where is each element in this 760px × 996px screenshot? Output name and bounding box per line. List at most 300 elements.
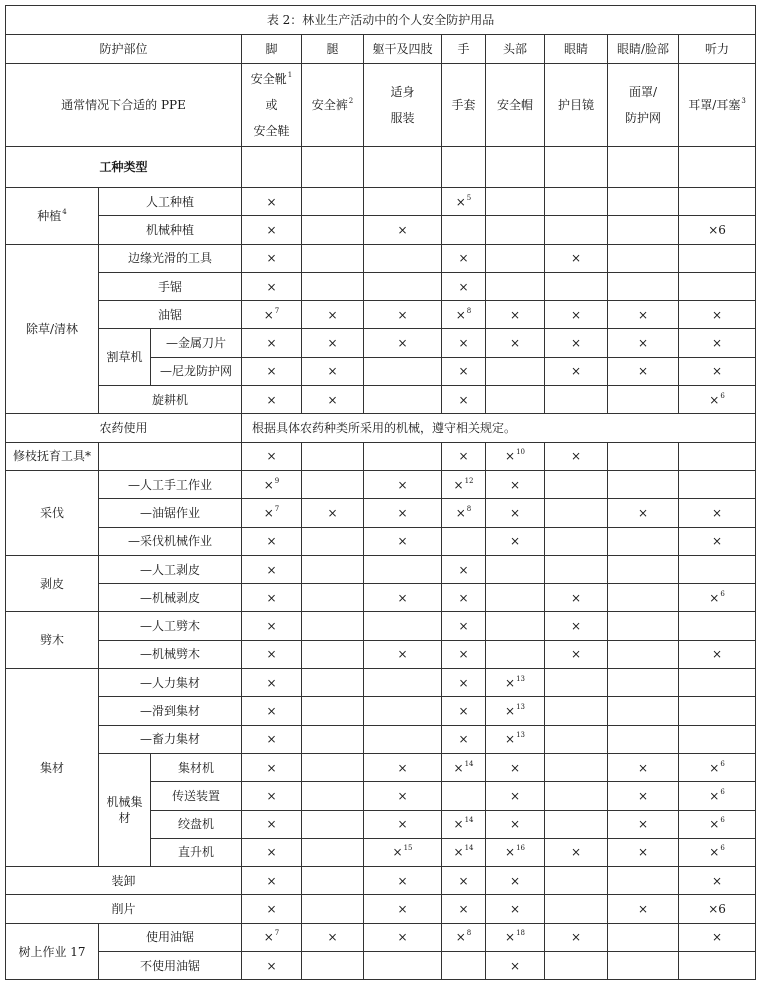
mark-cell: × bbox=[545, 357, 608, 385]
mark-cell: × bbox=[442, 357, 486, 385]
empty-cell bbox=[442, 147, 486, 188]
ppe-header bbox=[486, 64, 545, 147]
empty-cell bbox=[608, 216, 679, 244]
table-row bbox=[6, 442, 756, 470]
mark-cell: × bbox=[608, 810, 679, 838]
table-row bbox=[6, 753, 756, 781]
mark-cell: ×$^6$ bbox=[679, 584, 756, 612]
table-row bbox=[6, 952, 756, 980]
empty-cell bbox=[486, 244, 545, 272]
table-row bbox=[6, 867, 756, 895]
activity-subtype bbox=[99, 442, 242, 470]
ppe-header-line: 服装 bbox=[390, 111, 415, 125]
table-title: 表 2：林业生产活动中的个人安全防护用品 bbox=[6, 6, 756, 35]
mark-cell: × bbox=[442, 640, 486, 668]
empty-cell bbox=[302, 669, 364, 697]
activity-category: 种植$^4$ bbox=[6, 188, 99, 245]
empty-cell bbox=[608, 952, 679, 980]
ppe-header bbox=[679, 64, 756, 147]
activity-category: 集材 bbox=[6, 669, 99, 867]
mark-cell: ×$^8$ bbox=[442, 499, 486, 527]
empty-cell bbox=[364, 725, 442, 753]
empty-cell bbox=[679, 669, 756, 697]
mark-cell: × bbox=[545, 329, 608, 357]
footnote-marker: 14 bbox=[464, 759, 474, 768]
empty-cell bbox=[545, 216, 608, 244]
empty-cell bbox=[302, 216, 364, 244]
activity-category: 树上作业 17 bbox=[6, 923, 99, 980]
footnote-marker: 7 bbox=[274, 306, 280, 315]
table-row bbox=[6, 669, 756, 697]
footnote-marker: 6 bbox=[720, 816, 725, 825]
ppe-header bbox=[442, 64, 486, 147]
table-row bbox=[6, 725, 756, 753]
mark-cell: × bbox=[364, 470, 442, 498]
footnote-marker: 3 bbox=[741, 97, 746, 105]
empty-cell bbox=[302, 555, 364, 583]
empty-cell bbox=[545, 499, 608, 527]
footnote-marker: 6 bbox=[720, 844, 725, 853]
activity-subtype: —机械劈木 bbox=[99, 640, 242, 668]
activity-subtype: —人工剥皮 bbox=[99, 555, 242, 583]
mark-cell: × bbox=[364, 584, 442, 612]
mark-cell: × bbox=[442, 725, 486, 753]
empty-cell bbox=[545, 555, 608, 583]
empty-cell bbox=[302, 697, 364, 725]
mark-cell: × bbox=[364, 499, 442, 527]
body-part-header: 腿 bbox=[302, 35, 364, 64]
mark-cell: × bbox=[545, 640, 608, 668]
empty-cell bbox=[486, 188, 545, 216]
empty-cell bbox=[302, 640, 364, 668]
mark-cell: × bbox=[608, 782, 679, 810]
activity-subtype: 手锯 bbox=[99, 272, 242, 300]
mark-cell: × bbox=[364, 782, 442, 810]
mark-cell: × bbox=[242, 867, 302, 895]
empty-cell bbox=[608, 584, 679, 612]
activity-subtype: —油锯作业 bbox=[99, 499, 242, 527]
mark-cell: × bbox=[242, 753, 302, 781]
body-part-label: 防护部位 bbox=[6, 35, 242, 64]
ppe-header-line: 护目镜 bbox=[557, 98, 594, 112]
empty-cell bbox=[364, 669, 442, 697]
empty-cell bbox=[302, 272, 364, 300]
empty-cell bbox=[679, 697, 756, 725]
empty-cell bbox=[679, 555, 756, 583]
empty-cell bbox=[302, 244, 364, 272]
activity-subtype: 油锯 bbox=[99, 301, 242, 329]
mark-cell: × bbox=[545, 442, 608, 470]
empty-cell bbox=[302, 810, 364, 838]
activity-subtype: 直升机 bbox=[151, 838, 242, 866]
empty-cell bbox=[608, 867, 679, 895]
ppe-header bbox=[302, 64, 364, 147]
mark-cell: × bbox=[364, 301, 442, 329]
empty-cell bbox=[545, 386, 608, 414]
mark-cell: ×$^6$ bbox=[679, 810, 756, 838]
activity-subtype: —人工劈木 bbox=[99, 612, 242, 640]
mark-cell: × bbox=[486, 470, 545, 498]
mark-cell: × bbox=[242, 527, 302, 555]
empty-cell bbox=[364, 147, 442, 188]
mark-cell: × bbox=[608, 753, 679, 781]
table-row bbox=[6, 640, 756, 668]
job-type-label: 工种类型 bbox=[6, 147, 242, 188]
mark-cell: × bbox=[364, 640, 442, 668]
mark-cell: × bbox=[442, 867, 486, 895]
activity-subtype: 机械种植 bbox=[99, 216, 242, 244]
mark-cell: × bbox=[545, 244, 608, 272]
footnote-marker: 6 bbox=[720, 759, 725, 768]
mark-cell: × bbox=[608, 895, 679, 923]
mark-cell: × bbox=[242, 442, 302, 470]
mark-cell: × bbox=[242, 357, 302, 385]
empty-cell bbox=[486, 612, 545, 640]
activity-subtype: —机械剥皮 bbox=[99, 584, 242, 612]
empty-cell bbox=[302, 527, 364, 555]
empty-cell bbox=[679, 188, 756, 216]
mark-cell: ×$^8$ bbox=[442, 301, 486, 329]
footnote-marker: 15 bbox=[403, 844, 413, 853]
ppe-header-line: 安全裤$^2$ bbox=[311, 97, 354, 112]
activity-subtype: 人工种植 bbox=[99, 188, 242, 216]
empty-cell bbox=[608, 697, 679, 725]
table-row bbox=[6, 216, 756, 244]
empty-cell bbox=[608, 725, 679, 753]
activity-category: 除草/清林 bbox=[6, 244, 99, 414]
body-part-header: 眼睛 bbox=[545, 35, 608, 64]
table-row bbox=[6, 301, 756, 329]
mark-cell: × bbox=[679, 640, 756, 668]
footnote-marker: 10 bbox=[516, 448, 525, 457]
mark-cell: × bbox=[442, 669, 486, 697]
mark-cell: × bbox=[442, 895, 486, 923]
mark-cell: × bbox=[545, 612, 608, 640]
mark-cell: × bbox=[242, 725, 302, 753]
activity-note: 根据具体农药种类所采用的机械，遵守相关规定。 bbox=[242, 414, 756, 442]
empty-cell bbox=[486, 147, 545, 188]
empty-cell bbox=[242, 147, 302, 188]
empty-cell bbox=[679, 952, 756, 980]
mark-cell: ×$^7$ bbox=[242, 499, 302, 527]
body-part-header: 眼睛/脸部 bbox=[608, 35, 679, 64]
footnote-marker: 14 bbox=[464, 844, 474, 853]
mark-cell: × bbox=[545, 584, 608, 612]
mark-cell: × bbox=[364, 895, 442, 923]
empty-cell bbox=[545, 188, 608, 216]
empty-cell bbox=[302, 782, 364, 810]
empty-cell bbox=[364, 555, 442, 583]
empty-cell bbox=[608, 147, 679, 188]
footnote-marker: 7 bbox=[274, 504, 280, 513]
empty-cell bbox=[679, 147, 756, 188]
empty-cell bbox=[545, 725, 608, 753]
mark-cell: × bbox=[545, 301, 608, 329]
mark-cell: × bbox=[242, 697, 302, 725]
empty-cell bbox=[486, 216, 545, 244]
mark-cell: ×$^8$ bbox=[442, 923, 486, 951]
activity-label: 削片 bbox=[6, 895, 242, 923]
activity-subtype: 使用油锯 bbox=[99, 923, 242, 951]
empty-cell bbox=[302, 442, 364, 470]
activity-subtype: —金属刀片 bbox=[151, 329, 242, 357]
activity-group: 割草机 bbox=[99, 329, 151, 386]
footnote-marker: 9 bbox=[274, 476, 280, 485]
mark-cell: ×$^7$ bbox=[242, 923, 302, 951]
mark-cell: × bbox=[242, 272, 302, 300]
table-row bbox=[6, 923, 756, 951]
ppe-header-line: 安全帽 bbox=[496, 98, 533, 112]
mark-cell: × bbox=[242, 188, 302, 216]
empty-cell bbox=[486, 386, 545, 414]
empty-cell bbox=[608, 386, 679, 414]
empty-cell bbox=[608, 442, 679, 470]
empty-cell bbox=[608, 244, 679, 272]
mark-cell: × bbox=[302, 386, 364, 414]
mark-cell: × bbox=[242, 669, 302, 697]
empty-cell bbox=[608, 923, 679, 951]
table-row bbox=[6, 895, 756, 923]
empty-cell bbox=[486, 357, 545, 385]
mark-cell: × bbox=[442, 386, 486, 414]
mark-cell: ×$^{10}$ bbox=[486, 442, 545, 470]
mark-cell: × bbox=[302, 329, 364, 357]
mark-cell: × bbox=[364, 753, 442, 781]
mark-cell: × bbox=[364, 527, 442, 555]
activity-label: 农药使用 bbox=[6, 414, 242, 442]
empty-cell bbox=[302, 584, 364, 612]
footnote-marker: 2 bbox=[348, 97, 354, 105]
footnote-marker: 5 bbox=[466, 193, 472, 202]
table-row bbox=[6, 584, 756, 612]
mark-cell: ×$^{14}$ bbox=[442, 838, 486, 866]
empty-cell bbox=[608, 470, 679, 498]
title-row bbox=[6, 6, 756, 35]
body-part-header: 脚 bbox=[242, 35, 302, 64]
mark-cell: × bbox=[242, 952, 302, 980]
mark-cell: × bbox=[364, 923, 442, 951]
activity-subtype: —采伐机械作业 bbox=[99, 527, 242, 555]
empty-cell bbox=[608, 669, 679, 697]
empty-cell bbox=[302, 470, 364, 498]
mark-cell: × bbox=[242, 640, 302, 668]
empty-cell bbox=[545, 147, 608, 188]
mark-cell: × bbox=[302, 301, 364, 329]
mark-cell: × bbox=[442, 612, 486, 640]
empty-cell bbox=[545, 753, 608, 781]
empty-cell bbox=[302, 952, 364, 980]
mark-cell: × bbox=[608, 838, 679, 866]
mark-cell: × bbox=[608, 329, 679, 357]
empty-cell bbox=[679, 725, 756, 753]
ppe-header-line: 防护网 bbox=[624, 111, 661, 125]
activity-label: 装卸 bbox=[6, 867, 242, 895]
body-part-row bbox=[6, 35, 756, 64]
mark-cell: × bbox=[608, 357, 679, 385]
empty-cell bbox=[545, 952, 608, 980]
activity-category: 采伐 bbox=[6, 470, 99, 555]
body-part-header: 手 bbox=[442, 35, 486, 64]
mark-cell: × bbox=[486, 301, 545, 329]
empty-cell bbox=[442, 782, 486, 810]
ppe-header-line: 适身 bbox=[390, 85, 415, 99]
table-row bbox=[6, 414, 756, 442]
ppe-header-line: 手套 bbox=[451, 98, 476, 112]
empty-cell bbox=[545, 470, 608, 498]
footnote-marker: 6 bbox=[720, 589, 725, 598]
mark-cell: ×$^{16}$ bbox=[486, 838, 545, 866]
empty-cell bbox=[364, 188, 442, 216]
table-row bbox=[6, 188, 756, 216]
mark-cell: × bbox=[486, 867, 545, 895]
ppe-header-line: 安全靴$^1$ bbox=[250, 71, 293, 86]
empty-cell bbox=[364, 244, 442, 272]
mark-cell: ×6 bbox=[679, 216, 756, 244]
mark-cell: × bbox=[442, 329, 486, 357]
empty-cell bbox=[364, 442, 442, 470]
empty-cell bbox=[364, 357, 442, 385]
empty-cell bbox=[545, 867, 608, 895]
mark-cell: × bbox=[679, 301, 756, 329]
mark-cell: × bbox=[242, 555, 302, 583]
empty-cell bbox=[364, 697, 442, 725]
footnote-marker: 6 bbox=[720, 391, 725, 400]
body-part-header: 听力 bbox=[679, 35, 756, 64]
mark-cell: ×$^{14}$ bbox=[442, 753, 486, 781]
ppe-label: 通常情况下合适的 PPE bbox=[6, 64, 242, 147]
table-row bbox=[6, 272, 756, 300]
mark-cell: × bbox=[545, 838, 608, 866]
activity-subtype: 传送装置 bbox=[151, 782, 242, 810]
empty-cell bbox=[302, 188, 364, 216]
mark-cell: × bbox=[442, 244, 486, 272]
activity-category: 修枝抚育工具* bbox=[6, 442, 99, 470]
mark-cell: × bbox=[242, 584, 302, 612]
activity-subtype: 旋耕机 bbox=[99, 386, 242, 414]
mark-cell: × bbox=[242, 810, 302, 838]
ppe-header bbox=[545, 64, 608, 147]
activity-category: 劈木 bbox=[6, 612, 99, 669]
mark-cell: × bbox=[679, 499, 756, 527]
activity-category: 剥皮 bbox=[6, 555, 99, 612]
empty-cell bbox=[486, 555, 545, 583]
empty-cell bbox=[442, 216, 486, 244]
empty-cell bbox=[679, 612, 756, 640]
mark-cell: × bbox=[608, 499, 679, 527]
table-row bbox=[6, 244, 756, 272]
empty-cell bbox=[608, 527, 679, 555]
mark-cell: × bbox=[242, 329, 302, 357]
mark-cell: ×$^6$ bbox=[679, 782, 756, 810]
empty-cell bbox=[679, 272, 756, 300]
empty-cell bbox=[486, 584, 545, 612]
mark-cell: × bbox=[302, 499, 364, 527]
table-row bbox=[6, 470, 756, 498]
activity-subtype: 集材机 bbox=[151, 753, 242, 781]
footnote-marker: 18 bbox=[516, 929, 525, 938]
activity-subtype: —人工手工作业 bbox=[99, 470, 242, 498]
ppe-row bbox=[6, 64, 756, 147]
mark-cell: ×$^7$ bbox=[242, 301, 302, 329]
ppe-header bbox=[608, 64, 679, 147]
ppe-header bbox=[242, 64, 302, 147]
mark-cell: ×$^6$ bbox=[679, 753, 756, 781]
empty-cell bbox=[679, 442, 756, 470]
empty-cell bbox=[545, 527, 608, 555]
ppe-table bbox=[5, 5, 756, 980]
empty-cell bbox=[302, 612, 364, 640]
mark-cell: × bbox=[486, 952, 545, 980]
empty-cell bbox=[364, 272, 442, 300]
empty-cell bbox=[486, 272, 545, 300]
empty-cell bbox=[545, 895, 608, 923]
activity-subtype: 绞盘机 bbox=[151, 810, 242, 838]
mark-cell: × bbox=[442, 584, 486, 612]
mark-cell: × bbox=[242, 895, 302, 923]
empty-cell bbox=[302, 838, 364, 866]
empty-cell bbox=[442, 952, 486, 980]
job-type-row bbox=[6, 147, 756, 188]
empty-cell bbox=[608, 612, 679, 640]
empty-cell bbox=[302, 895, 364, 923]
mark-cell: × bbox=[486, 782, 545, 810]
activity-subtype: —滑到集材 bbox=[99, 697, 242, 725]
ppe-header-line: 安全鞋 bbox=[253, 124, 290, 138]
mark-cell: ×$^6$ bbox=[679, 386, 756, 414]
footnote-marker: 13 bbox=[516, 702, 525, 711]
empty-cell bbox=[545, 782, 608, 810]
mark-cell: ×$^{12}$ bbox=[442, 470, 486, 498]
empty-cell bbox=[302, 753, 364, 781]
footnote-marker: 14 bbox=[464, 816, 474, 825]
footnote-marker: 12 bbox=[464, 476, 474, 485]
activity-subtype: —人力集材 bbox=[99, 669, 242, 697]
footnote-marker: 8 bbox=[466, 306, 472, 315]
empty-cell bbox=[679, 470, 756, 498]
empty-cell bbox=[486, 640, 545, 668]
empty-cell bbox=[545, 272, 608, 300]
empty-cell bbox=[608, 640, 679, 668]
mark-cell: ×$^{13}$ bbox=[486, 697, 545, 725]
mark-cell: × bbox=[442, 442, 486, 470]
mark-cell: × bbox=[679, 923, 756, 951]
mark-cell: ×$^6$ bbox=[679, 838, 756, 866]
footnote-marker: 13 bbox=[516, 674, 525, 683]
table-row bbox=[6, 329, 756, 357]
mark-cell: × bbox=[302, 923, 364, 951]
mark-cell: × bbox=[364, 329, 442, 357]
ppe-header-line: 或 bbox=[265, 98, 278, 112]
mark-cell: ×$^{13}$ bbox=[486, 725, 545, 753]
activity-subtype: —尼龙防护网 bbox=[151, 357, 242, 385]
mark-cell: × bbox=[242, 216, 302, 244]
empty-cell bbox=[364, 386, 442, 414]
mark-cell: ×6 bbox=[679, 895, 756, 923]
activity-subtype: 边缘光滑的工具 bbox=[99, 244, 242, 272]
mark-cell: × bbox=[679, 357, 756, 385]
table-row bbox=[6, 527, 756, 555]
table-row bbox=[6, 386, 756, 414]
mark-cell: × bbox=[442, 697, 486, 725]
mark-cell: × bbox=[242, 782, 302, 810]
mark-cell: × bbox=[545, 923, 608, 951]
mark-cell: × bbox=[486, 499, 545, 527]
mark-cell: × bbox=[679, 329, 756, 357]
empty-cell bbox=[608, 188, 679, 216]
footnote-marker: 7 bbox=[274, 929, 280, 938]
ppe-table-container bbox=[5, 5, 756, 980]
empty-cell bbox=[364, 952, 442, 980]
